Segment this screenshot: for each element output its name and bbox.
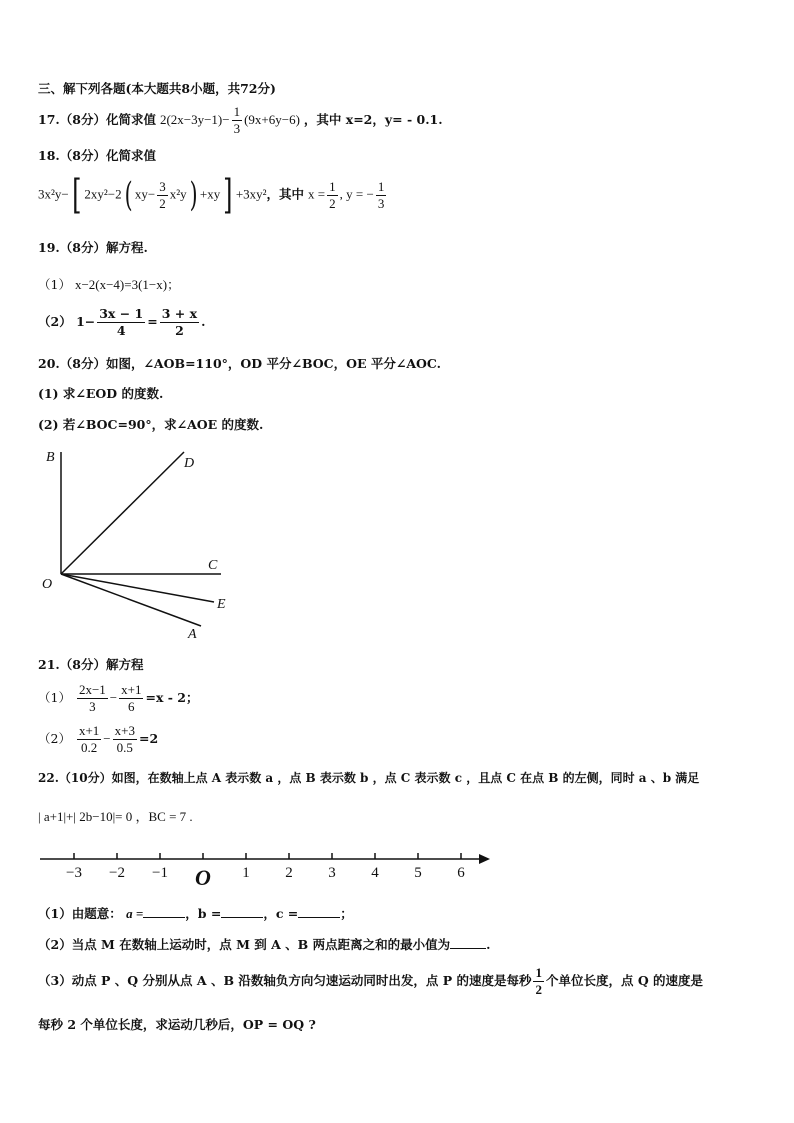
q22-p3-frac — [533, 965, 544, 998]
q18-e2: 2xy²−2 — [84, 186, 122, 202]
q19-part1 — [38, 275, 180, 293]
q18-e5: +xy — [199, 186, 221, 202]
q18-x-num: 1 — [329, 178, 336, 194]
answer-blank-a[interactable] — [143, 905, 185, 918]
q19-label: 19.（8分）解方程. — [38, 240, 148, 255]
q20-label: 20.（8分）如图，∠AOB=110°，OD 平分∠BOC，OE 平分∠AOC. — [38, 356, 441, 371]
number-line-tick-label: 5 — [414, 865, 422, 881]
number-line-tick-label: 6 — [457, 865, 465, 881]
q18-frac1-num: 3 — [159, 178, 166, 194]
q18-frac1-den: 2 — [159, 195, 166, 211]
q21-p1-frac2 — [119, 682, 143, 715]
q22-line1: 22.（10分）如图，在数轴上点 A 表示数 a ，点 B 表示数 b ，点 C 表示数 c ，且点 C 在点 B 的左侧，同时 a 、b 满足 — [38, 771, 700, 785]
label-a: A — [188, 627, 197, 642]
q18-x-den: 2 — [329, 195, 336, 211]
q21-part1 — [38, 682, 198, 715]
number-line — [38, 845, 498, 890]
q21-p2-minus: − — [103, 731, 111, 746]
label-e: E — [217, 597, 226, 612]
number-line-tick-label: O — [195, 865, 211, 890]
q19-p2-f1-den: 4 — [116, 323, 126, 338]
q21-p2-f2-den: 0.5 — [116, 740, 133, 755]
q22-p2-end: . — [486, 937, 491, 952]
number-line-tick-label: 1 — [242, 865, 250, 881]
q19-p2-one: 1− — [76, 314, 96, 329]
q19-p2-end: . — [201, 314, 206, 329]
q18-cond: ，其中 — [266, 186, 305, 202]
q17-fraction — [232, 104, 243, 137]
ray-od — [61, 452, 184, 574]
q21-p1-frac1 — [77, 682, 108, 715]
answer-blank-min[interactable] — [450, 936, 486, 949]
q22-part1 — [38, 904, 353, 922]
answer-blank-b[interactable] — [221, 905, 263, 918]
q21-p2-frac1 — [77, 723, 101, 756]
right-paren: ) — [189, 175, 198, 215]
q19-p1-expr: x−2(x−4)=3(1−x) — [74, 277, 168, 292]
q21-p2-label: （2） — [38, 731, 71, 746]
q19-p2-f1-num: 3x − 1 — [99, 306, 144, 321]
q17-condition: ，其中 x=2，y= - 0.1. — [303, 112, 443, 127]
left-bracket: [ — [71, 172, 82, 218]
q22-p1-a: a = — [126, 906, 144, 921]
q21-p2-f1-den: 0.2 — [80, 740, 98, 755]
q17-line — [38, 104, 443, 137]
q22-p3-frac-num: 1 — [535, 965, 542, 980]
q19-part2 — [38, 306, 205, 339]
q18-e1: 3x²y− — [38, 186, 69, 202]
q22-part3 — [38, 965, 703, 998]
q21-p2-frac2 — [113, 723, 137, 756]
q22-line2: | a+1|+| 2b−10|= 0 ，BC = 7 . — [38, 809, 193, 824]
q19-p1-end: ； — [167, 277, 180, 292]
q22-p1-end: ； — [340, 906, 353, 921]
q21-p1-rhs: =x - 2； — [145, 690, 199, 705]
q18-y-den: 3 — [377, 195, 385, 211]
q19-p2-label: （2） — [38, 314, 72, 329]
q21-p1-minus: − — [109, 690, 118, 705]
number-line-tick-label: 4 — [371, 865, 379, 881]
q22-part2 — [38, 935, 490, 953]
q17-expr-b: (9x+6y−6) — [244, 112, 300, 127]
q22-p3-text-a: （3）动点 P 、Q 分别从点 A 、B 沿数轴负方向匀速运动同时出发，点 P 的速度是每秒 — [38, 973, 532, 988]
angle-figure — [36, 444, 246, 644]
q18-y-num: 1 — [377, 178, 385, 194]
q21-p2-f1-num: x+1 — [78, 723, 100, 738]
q22-p3-text-b: 个单位长度，点 Q 的速度是 — [545, 973, 704, 988]
q21-p1-label: （1） — [38, 690, 71, 705]
q21-p2-rhs: =2 — [138, 731, 159, 746]
q17-label: 17.（8分）化简求值 — [38, 112, 156, 127]
q18-e6: +3xy² — [235, 186, 267, 202]
q21-label: 21.（8分）解方程 — [38, 657, 144, 672]
q21-p1-f2-num: x+1 — [121, 682, 142, 697]
q20-part2: (2) 若∠BOC=90°，求∠AOE 的度数. — [38, 417, 264, 432]
number-line-tick-label: −3 — [66, 865, 82, 881]
q19-p2-frac1 — [97, 306, 145, 339]
label-d: D — [184, 456, 195, 471]
q18-expression — [38, 172, 388, 218]
q17-frac-num: 1 — [233, 104, 241, 119]
q22-part3-line2: 每秒 2 个单位长度，求运动几秒后，OP = OQ ? — [38, 1017, 316, 1032]
q21-part2 — [38, 723, 158, 756]
left-paren: ( — [124, 175, 133, 215]
q19-p2-f2-den: 2 — [175, 323, 184, 338]
q22-p1-b: ，b = — [185, 906, 222, 921]
label-b: B — [46, 450, 55, 465]
arrow-head-icon — [479, 854, 490, 864]
q21-p1-f1-num: 2x−1 — [78, 682, 106, 697]
number-line-tick-label: −2 — [109, 865, 125, 881]
q22-p1-c: ，c = — [263, 906, 299, 921]
q18-x-lhs: x = — [308, 186, 326, 202]
right-bracket: ] — [223, 172, 233, 218]
q22-p2-text: （2）当点 M 在数轴上运动时，点 M 到 A 、B 两点距离之和的最小值为 — [38, 937, 451, 952]
q19-p1-label: （1） — [38, 277, 71, 292]
label-o: O — [42, 577, 53, 592]
q18-e3: xy− — [134, 186, 156, 202]
q21-p1-f1-den: 3 — [89, 699, 96, 714]
q17-expr-a: 2(2x−3y−1)− — [159, 112, 230, 127]
q22-p3-frac-den: 2 — [535, 982, 542, 997]
q19-p2-eq: = — [147, 314, 158, 329]
q19-p2-frac2 — [160, 306, 199, 339]
number-line-tick-label: −1 — [152, 865, 168, 881]
q22-p1-label: （1）由题意： — [38, 906, 122, 921]
q18-y-frac — [376, 179, 387, 212]
q20-part1: (1) 求∠EOD 的度数. — [38, 386, 164, 401]
section-title: 三、解下列各题(本大题共8小题，共72分) — [38, 81, 276, 96]
q18-frac1 — [157, 179, 168, 212]
q17-frac-den: 3 — [233, 121, 241, 136]
ray-oa — [61, 574, 201, 626]
q18-e4: x²y — [169, 186, 187, 202]
q18-y-lhs: , y = − — [339, 186, 374, 202]
answer-blank-c[interactable] — [298, 905, 340, 918]
number-line-tick-label: 3 — [328, 865, 336, 881]
q19-p2-f2-num: 3 + x — [161, 306, 198, 321]
label-c: C — [208, 558, 218, 573]
q21-p2-f2-num: x+3 — [114, 723, 135, 738]
ray-oe — [61, 574, 214, 602]
q21-p1-f2-den: 6 — [128, 699, 135, 714]
q18-label: 18.（8分）化简求值 — [38, 148, 156, 163]
q18-x-frac — [327, 179, 338, 212]
number-line-tick-label: 2 — [285, 865, 293, 881]
